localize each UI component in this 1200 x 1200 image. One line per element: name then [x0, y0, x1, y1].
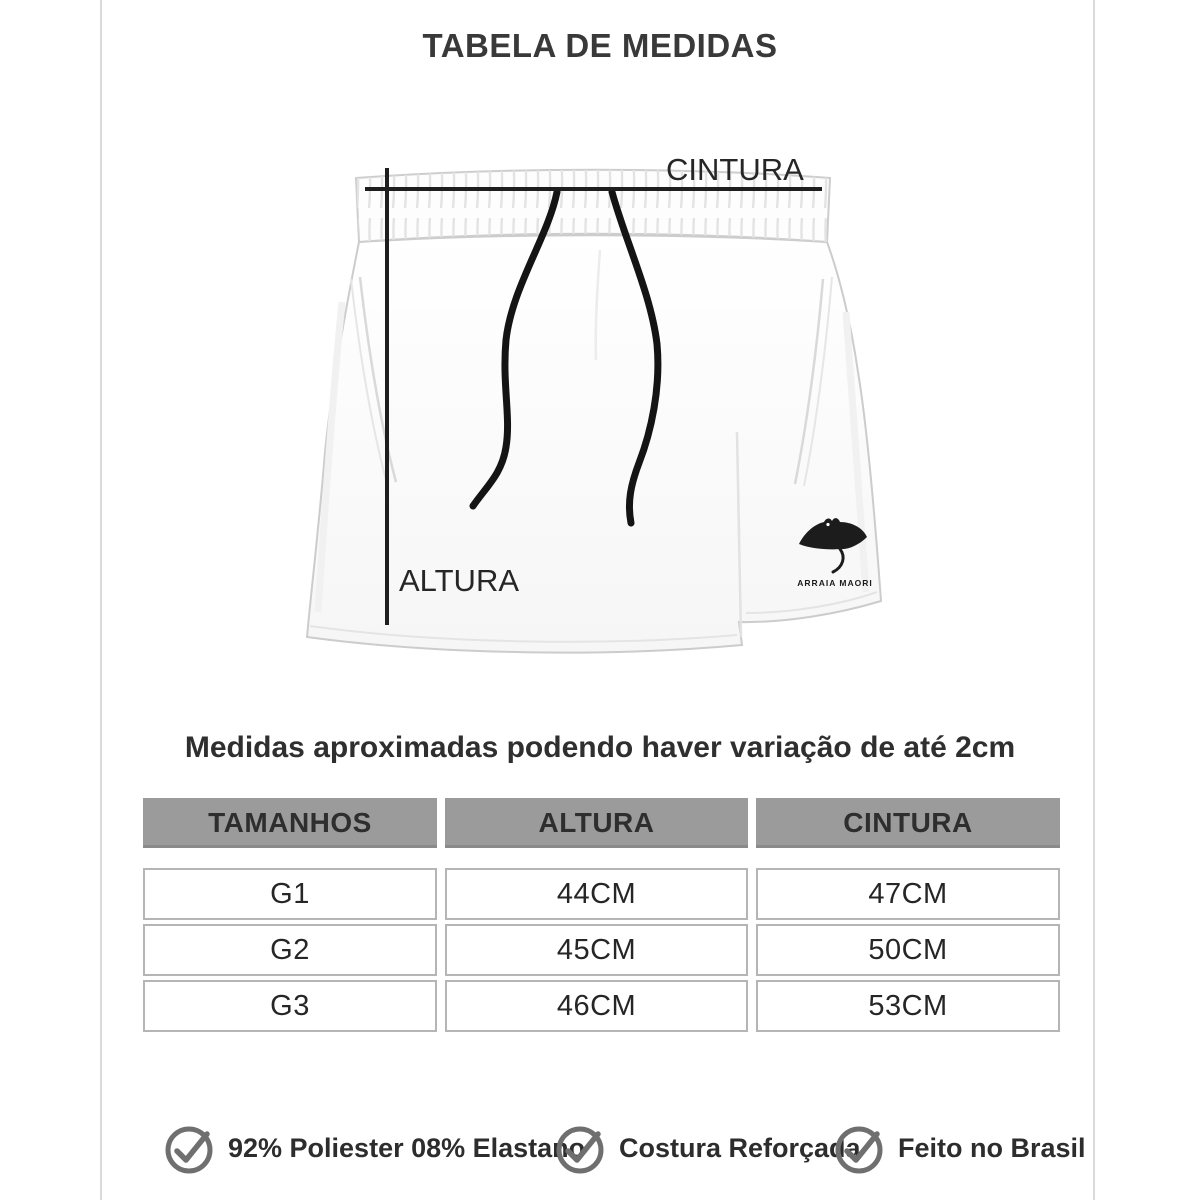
waist-cell: 53CM: [756, 980, 1060, 1032]
feature-label: Costura Reforçada: [619, 1132, 861, 1163]
column-header-waist: CINTURA: [756, 798, 1060, 848]
feature-label: 92% Poliester 08% Elastano: [228, 1132, 586, 1163]
right-frame-line: [1093, 0, 1095, 1200]
waist-cell: 47CM: [756, 868, 1060, 920]
height-cell: 45CM: [445, 924, 748, 976]
waist-cell: 50CM: [756, 924, 1060, 976]
feature-label: Feito no Brasil: [898, 1132, 1086, 1163]
check-circle-icon: [832, 1121, 886, 1175]
check-circle-icon: [162, 1121, 216, 1175]
column-header-height: ALTURA: [445, 798, 748, 848]
size-cell: G1: [143, 868, 437, 920]
page-title: TABELA DE MEDIDAS: [422, 27, 778, 64]
shorts-body: [307, 235, 881, 652]
brand-logo-text: ARRAIA MAORI: [797, 578, 873, 588]
table-row: [143, 980, 1060, 1032]
shorts-illustration: [280, 132, 905, 672]
table-row: [143, 924, 1060, 976]
waist-label: CINTURA: [666, 152, 804, 187]
size-table: [143, 798, 1060, 1036]
size-cell: G3: [143, 980, 437, 1032]
shorts-measurement-diagram: [280, 132, 905, 672]
features-row: [0, 1118, 1200, 1180]
feature-item: [832, 1118, 1086, 1178]
check-circle-icon: [553, 1121, 607, 1175]
feature-item: [553, 1118, 861, 1178]
height-cell: 46CM: [445, 980, 748, 1032]
table-row: [143, 868, 1060, 920]
tolerance-note: Medidas aproximadas podendo haver variação de até 2cm: [184, 731, 1016, 764]
height-label: ALTURA: [399, 563, 520, 598]
feature-item: [162, 1118, 585, 1178]
column-header-sizes: TAMANHOS: [143, 798, 437, 848]
size-cell: G2: [143, 924, 437, 976]
table-header-row: [143, 798, 1060, 848]
height-cell: 44CM: [445, 868, 748, 920]
left-frame-line: [100, 0, 102, 1200]
